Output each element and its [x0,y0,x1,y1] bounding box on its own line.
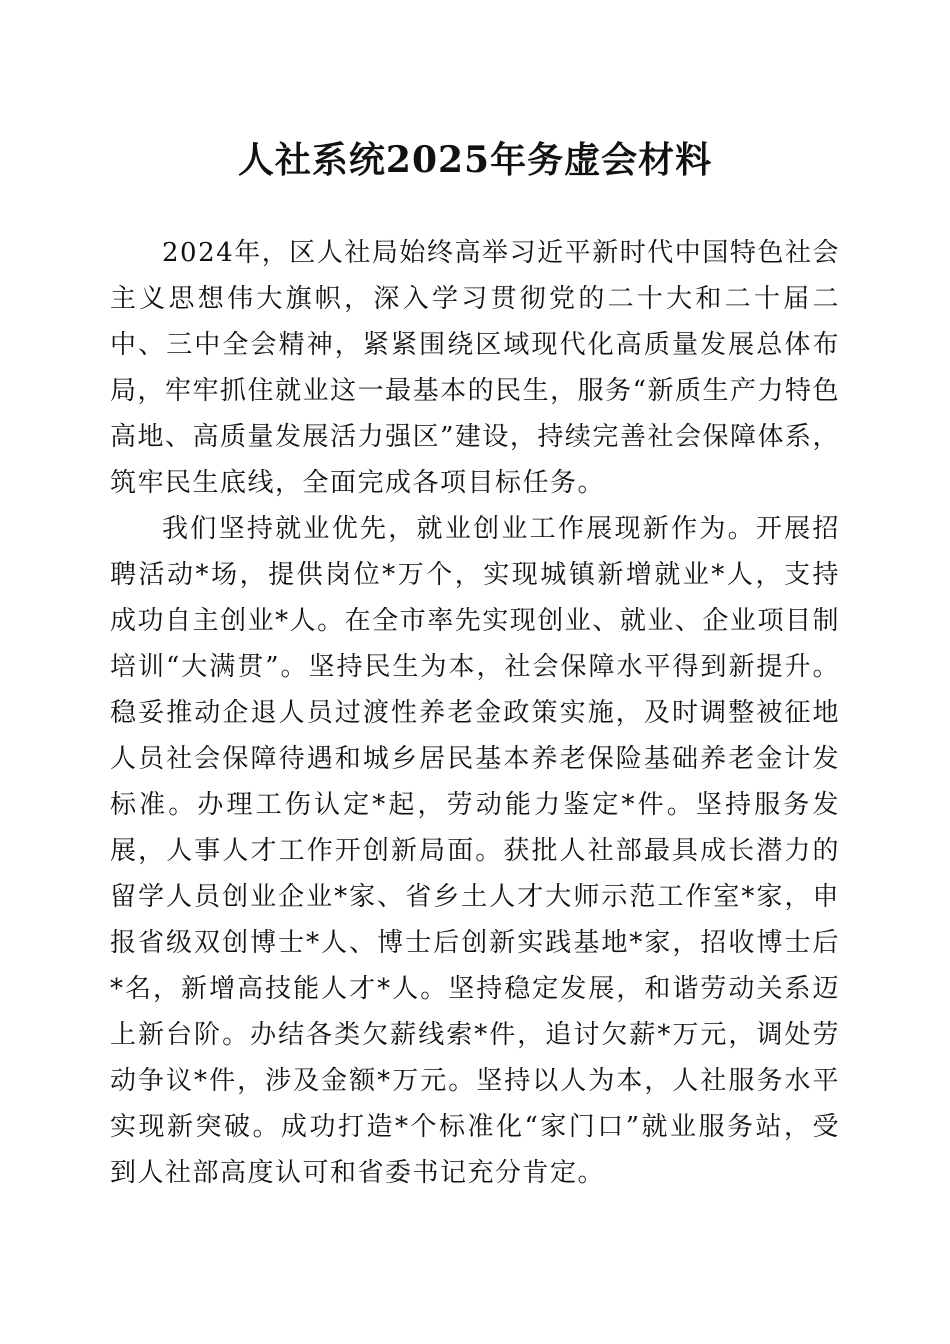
paragraph-intro: 2024年，区人社局始终高举习近平新时代中国特色社会主义思想伟大旗帜，深入学习贯彻党的二十大和二十届二中、三中全会精神，紧紧围绕区域现代化高质量发展总体布局，牢牢抓住就业这一最基本的民生，服务“新质生产力特色高地、高质量发展活力强区”建设，持续完善社会保障体系，筑牢民生底线，全面完成各项目标任务。 [110,238,840,498]
paragraph-achievements: 我们坚持就业优先，就业创业工作展现新作为。开展招聘活动*场，提供岗位*万个，实现城镇新增就业*人，支持成功自主创业*人。在全市率先实现创业、就业、企业项目制培训“大满贯”。坚持民生为本，社会保障水平得到新提升。稳妥推动企退人员过渡性养老金政策实施，及时调整被征地人员社会保障待遇和城乡居民基本养老保险基础养老金计发标准。办理工伤认定*起，劳动能力鉴定*件。坚持服务发展，人事人才工作开创新局面。获批人社部最具成长潜力的留学人员创业企业*家、省乡土人才大师示范工作室*家，申报省级双创博士*人、博士后创新实践基地*家，招收博士后*名，新增高技能人才*人。坚持稳定发展，和谐劳动关系迈上新台阶。办结各类欠薪线索*件，追讨欠薪*万元，调处劳动争议*件，涉及金额*万元。坚持以人为本，人社服务水平实现新突破。成功打造*个标准化“家门口”就业服务站，受到人社部高度认可和省委书记充分肯定。 [110,514,840,1188]
document-body [110,230,840,1196]
document-title: 人社系统2025年务虚会材料 [237,139,713,181]
